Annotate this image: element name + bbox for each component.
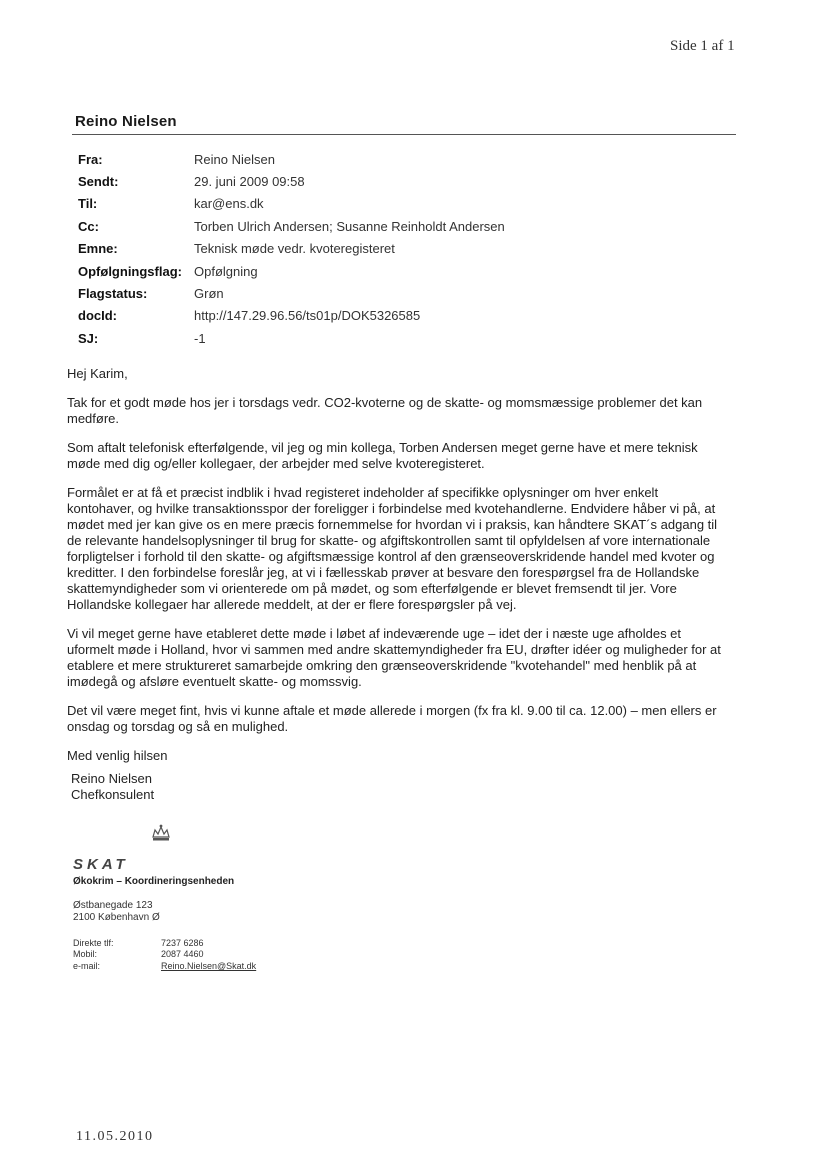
address-street: Østbanegade 123: [73, 900, 153, 911]
address: [73, 900, 160, 924]
header-value: Reino Nielsen: [194, 151, 275, 167]
header-row-followup-flag: [78, 260, 738, 282]
header-label: Flagstatus:: [78, 286, 148, 302]
body-paragraph: Formålet er at få et præcist indblik i hvad registeret indeholder af specifikke oplysninger om hver enkelt kontohaver, og hvilke transaktionsspor der foreligger i forbindelse med kvotehandlerne. Endvidere håber vi på, at mødet med jer kan give os en mere præcis fornemmelse for hvordan vi i praksis, kan håndtere SKAT´s adgang til de relevante handelsoplysninger til brug for skatte- og afgiftskontrollen samt til opfyldelsen af vore internationale forpligtelser i forhold til den skatte- og afgiftsmæssige kontrol af den grænseoverskridende handel med kvoter og kreditter. I den forbindelse foreslår jeg, at vi i fællesskab prøver at besvare den forespørgsel fra de Hollandske skattemyndigheder som vi orienterede om på mødet, og som efterfølgende er blevet fremsendt til jer. Vore Hollandske kollegaer har allerede meddelt, at der er flere forespørgsler på vej.: [67, 485, 718, 612]
header-value: Torben Ulrich Andersen; Susanne Reinholdt Andersen: [194, 218, 505, 234]
contact-row-mobile: [73, 949, 256, 961]
contact-row-phone: [73, 937, 256, 949]
contact-table: [73, 937, 256, 972]
contact-label: Direkte tlf:: [73, 937, 114, 948]
contact-label: e-mail:: [73, 960, 101, 971]
header-row-flag-status: [78, 282, 738, 304]
header-value: 29. juni 2009 09:58: [194, 174, 305, 190]
header-value: kar@ens.dk: [194, 196, 264, 212]
body-paragraph: Det vil være meget fint, hvis vi kunne aftale et møde allerede i morgen (fx fra kl. 9.00 til ca. 12.00) – men ellers er onsdag og torsdag og så en mulighed.: [67, 703, 717, 734]
header-label: Fra:: [78, 151, 103, 167]
contact-value: 7237 6286: [161, 937, 204, 948]
header-label: SJ:: [78, 330, 99, 346]
header-row-sj: [78, 327, 738, 349]
address-city: 2100 København Ø: [73, 912, 160, 923]
header-row-from: [78, 148, 738, 170]
sender-name-heading: Reino Nielsen: [75, 113, 177, 130]
header-label: docId:: [78, 308, 117, 324]
closing: Med venlig hilsen: [67, 748, 168, 763]
greeting: Hej Karim,: [67, 366, 128, 381]
header-value: -1: [194, 330, 206, 346]
contact-value: 2087 4460: [161, 949, 204, 960]
header-row-cc: [78, 215, 738, 237]
signature-name: Reino Nielsen: [71, 771, 152, 786]
footer-date: 11.05.2010: [76, 1129, 154, 1144]
contact-row-email: [73, 960, 256, 972]
header-label: Sendt:: [78, 174, 119, 190]
email-header-table: [78, 148, 738, 350]
header-row-sent: [78, 170, 738, 192]
header-label: Opfølgningsflag:: [78, 263, 182, 279]
logo-text: SKAT: [73, 856, 129, 872]
signature-title: Chefkonsulent: [71, 787, 155, 802]
body-paragraph: Tak for et godt møde hos jer i torsdags vedr. CO2-kvoterne og de skatte- og momsmæssige problemer det kan medføre.: [67, 395, 703, 426]
header-value: Teknisk møde vedr. kvoteregisteret: [194, 241, 395, 257]
signature-block: [71, 771, 154, 803]
header-label: Emne:: [78, 241, 118, 257]
page-number: Side 1 af 1: [670, 38, 735, 54]
header-divider: [72, 134, 736, 135]
department: Økokrim – Koordineringsenheden: [73, 876, 235, 887]
email-body: [67, 366, 727, 777]
header-label: Til:: [78, 196, 98, 212]
skat-logo: [73, 856, 173, 872]
header-value: Opfølgning: [194, 263, 258, 279]
header-row-to: [78, 193, 738, 215]
crown-icon: [150, 823, 172, 843]
body-paragraph: Vi vil meget gerne have etableret dette møde i løbet af indeværende uge – idet der i næste uge afholdes et uformelt møde i Holland, hvor vi sammen med andre skattemyndigheder fra EU, drøfter idéer og muligheder for at etablere et mere struktureret samarbejde omkring den grænseoverskridende "kvotehandel" med henblik på at imødegå og afsløre eventuelt skatte- og momssvig.: [67, 626, 721, 689]
contact-label: Mobil:: [73, 949, 98, 960]
header-value: Grøn: [194, 286, 224, 302]
body-paragraph: Som aftalt telefonisk efterfølgende, vil jeg og min kollega, Torben Andersen meget gerne have et mere teknisk møde med dig og/eller kollegaer, der arbejder med selve kvoteregisteret.: [67, 440, 698, 471]
header-row-docid: [78, 305, 738, 327]
header-label: Cc:: [78, 218, 99, 234]
header-value: http://147.29.96.56/ts01p/DOK5326585: [194, 308, 421, 324]
header-row-subject: [78, 238, 738, 260]
email-link[interactable]: Reino.Nielsen@Skat.dk: [161, 960, 257, 971]
